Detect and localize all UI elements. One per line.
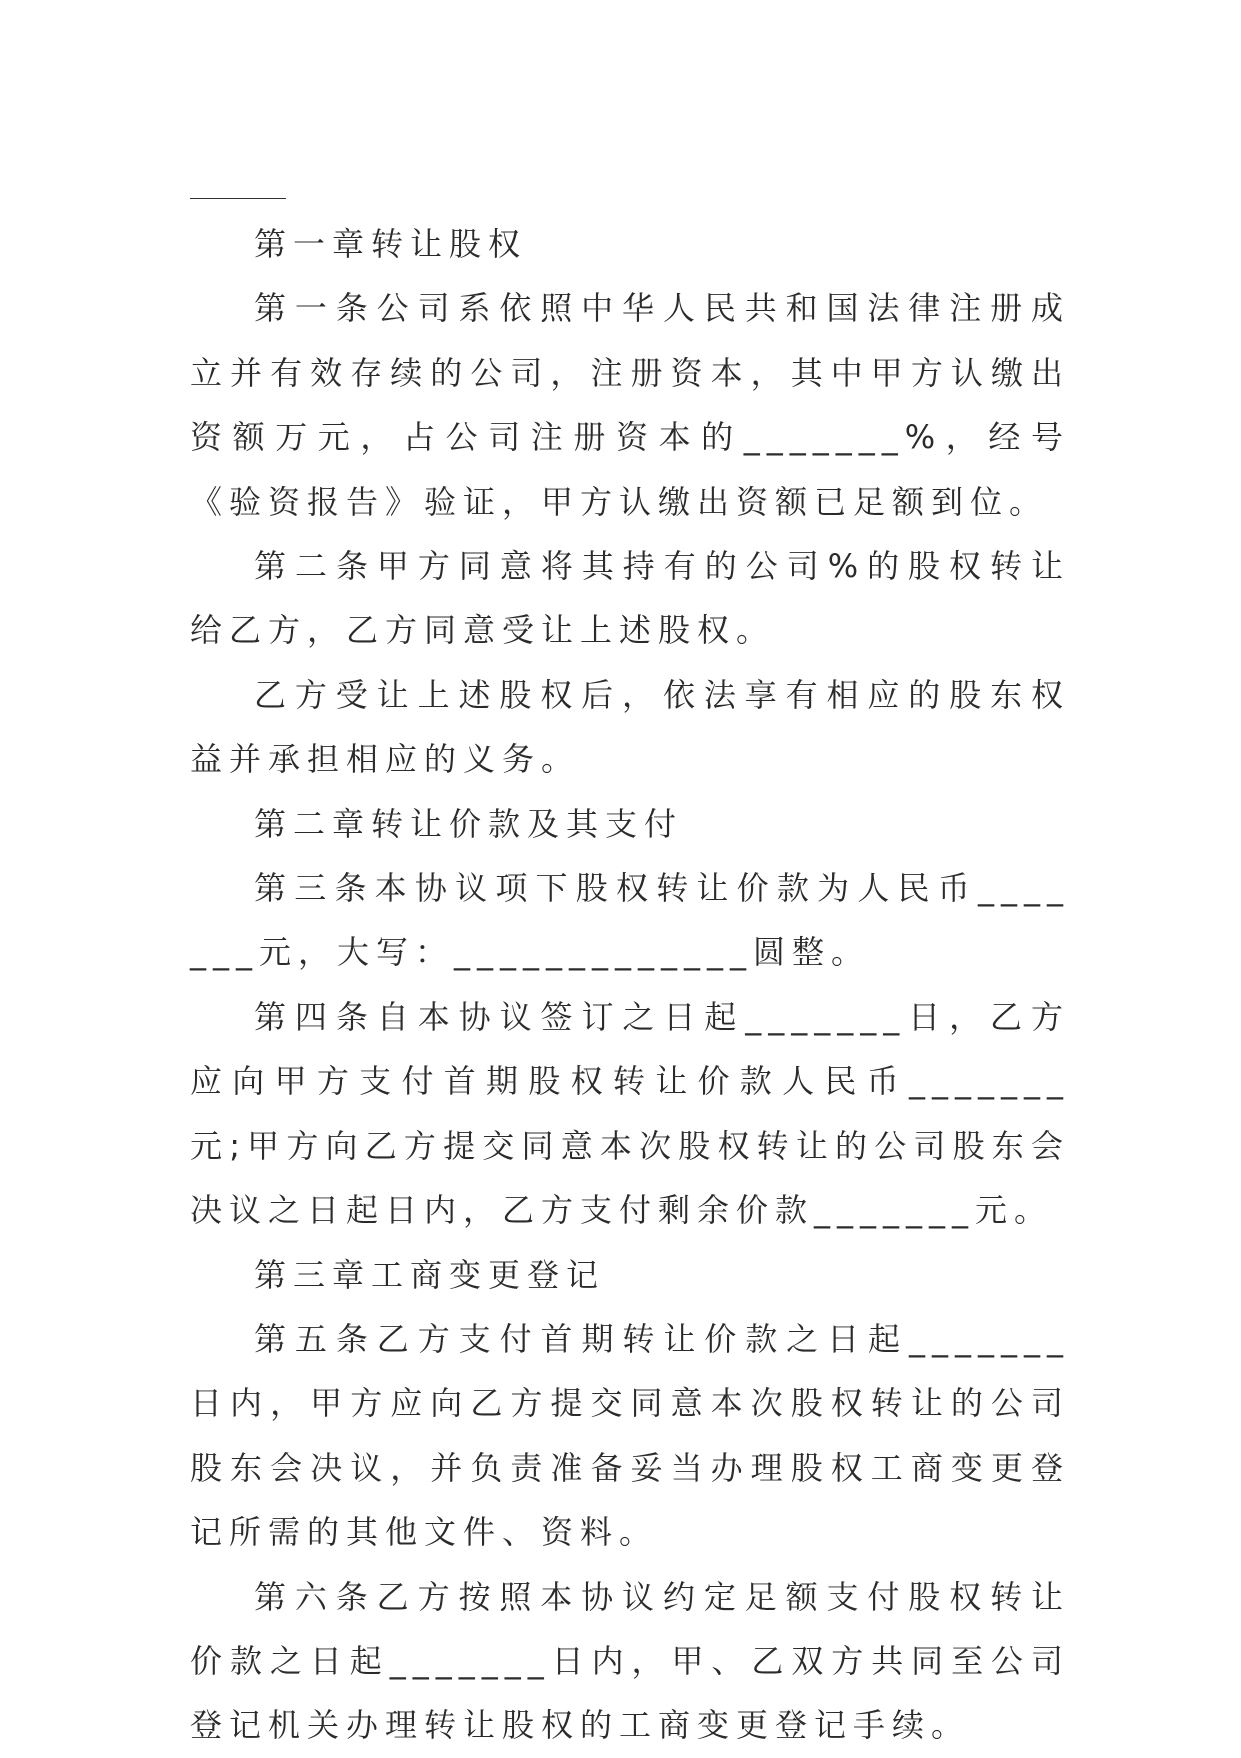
article-paragraph: 第四条自本协议签订之日起_______日，乙方应向甲方支付首期股权转让价款人民币_______元;甲方向乙方提交同意本次股权转让的公司股东会决议之日起日内，乙方支付剩余价款_______元。 — [190, 997, 1070, 1230]
article-paragraph: 第一条公司系依照中华人民共和国法律注册成立并有效存续的公司，注册资本，其中甲方认缴出资额万元，占公司注册资本的_______%，经号《验资报告》验证，甲方认缴出资额已足额到位。 — [190, 289, 1070, 521]
chapter-heading: 第二章转让价款及其支付 — [254, 804, 684, 843]
article-paragraph: 第六条乙方按照本协议约定足额支付股权转让价款之日起_______日内，甲、乙双方共同至公司登记机关办理转让股权的工商变更登记手续。 — [190, 1577, 1070, 1745]
article-paragraph: 第三条本协议项下股权转让价款为人民币_______元，大写：_____________圆整。 — [190, 869, 1070, 972]
article-paragraph: 第五条乙方支付首期转让价款之日起_______日内，甲方应向乙方提交同意本次股权转让的公司股东会决议，并负责准备妥当办理股权工商变更登记所需的其他文件、资料。 — [190, 1319, 1070, 1552]
chapter-heading: 第三章工商变更登记 — [254, 1255, 606, 1294]
article-paragraph: 乙方受让上述股权后，依法享有相应的股东权益并承担相应的义务。 — [190, 675, 1070, 779]
document-body — [190, 212, 1070, 1758]
top-rule-line — [190, 198, 286, 199]
article-paragraph: 第二条甲方同意将其持有的公司%的股权转让给乙方，乙方同意受让上述股权。 — [190, 547, 1070, 650]
chapter-heading: 第一章转让股权 — [254, 225, 528, 263]
